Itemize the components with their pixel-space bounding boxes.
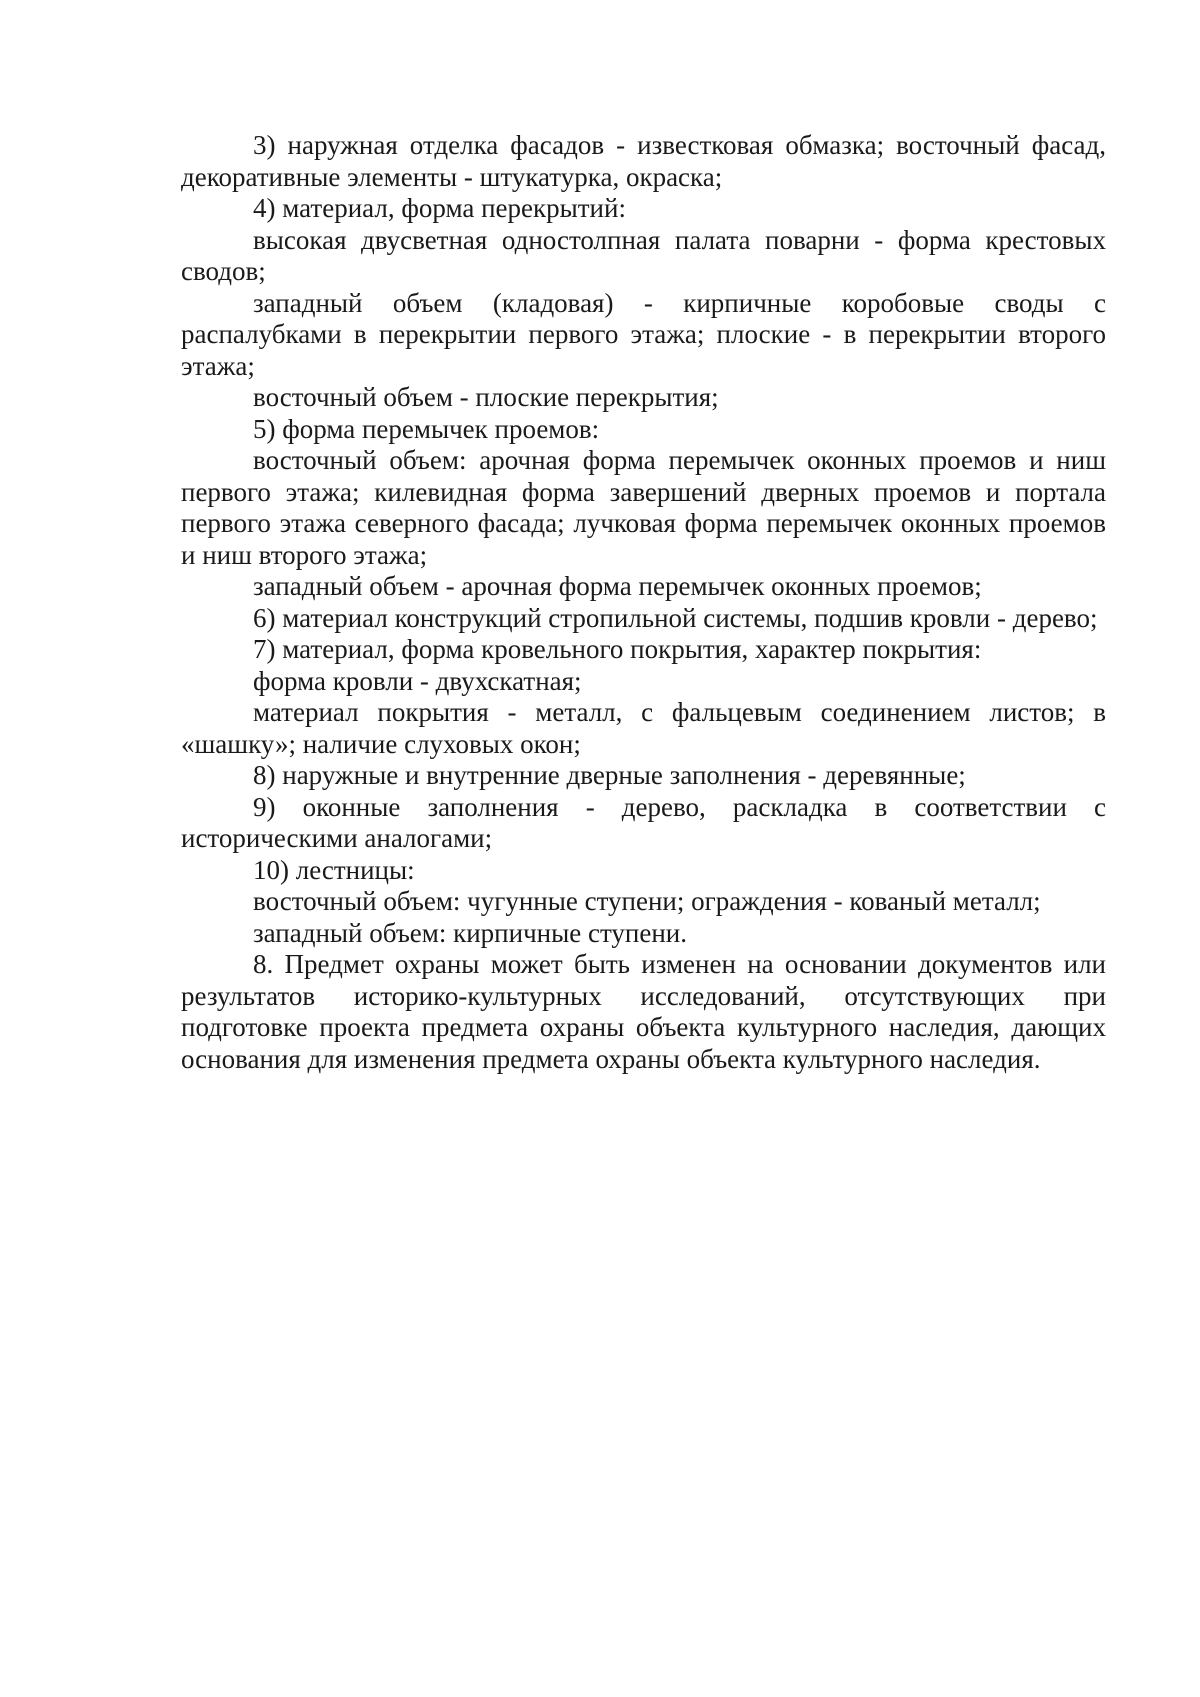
- paragraph-roof-shape: форма кровли - двухскатная;: [253, 665, 582, 696]
- paragraph-windows: 9) оконные заполнения - дерево, раскладка в соответствии с историческими аналогами;: [181, 791, 1106, 853]
- paragraph-west-volume-stairs: западный объем: кирпичные ступени.: [253, 917, 687, 948]
- paragraph-roof-material: материал покрытия - металл, с фальцевым соединением листов; в «шашку»; наличие слуховых окон;: [181, 697, 1106, 759]
- paragraph-floors-heading: 4) материал, форма перекрытий:: [253, 193, 626, 223]
- paragraph-east-volume-floors: восточный объем - плоские перекрытия;: [253, 382, 719, 412]
- paragraph-west-volume-lintels: западный объем - арочная форма перемычек оконных проемов;: [253, 571, 982, 601]
- paragraph-east-volume-lintels: восточный объем: арочная форма перемычек оконных проемов и ниш первого этажа; килевидная форма завершений дверных проемов и портала первого этажа северного фасада; лучковая форма перемычек оконных проемов и ниш второго этажа;: [181, 445, 1106, 570]
- paragraph-east-volume-stairs: восточный объем: чугунные ступени; ограждения - кованый металл;: [253, 886, 1041, 916]
- paragraph-exterior-finish: 3) наружная отделка фасадов - известковая обмазка; восточный фасад, декоративные элементы - штукатурка, окраска;: [181, 130, 1106, 192]
- paragraph-stairs-heading: 10) лестницы:: [253, 854, 415, 885]
- paragraph-rafter-system: 6) материал конструкций стропильной системы, подшив кровли - дерево;: [253, 602, 1098, 633]
- paragraph-doors: 8) наружные и внутренние дверные заполнения - деревянные;: [253, 760, 966, 790]
- paragraph-lintels-heading: 5) форма перемычек проемов:: [253, 413, 600, 444]
- paragraph-kitchen-vaults: высокая двусветная одностолпная палата поварни - форма крестовых сводов;: [181, 224, 1106, 286]
- document-body: [181, 130, 1106, 1075]
- paragraph-west-volume-vaults: западный объем (кладовая) - кирпичные коробовые своды с распалубками в перекрытии первого этажа; плоские - в перекрытии второго этажа;: [181, 287, 1106, 381]
- paragraph-roofing-heading: 7) материал, форма кровельного покрытия, характер покрытия:: [253, 634, 982, 664]
- paragraph-protection-subject-change: 8. Предмет охраны может быть изменен на основании документов или результатов историко-культурных исследований, отсутствующих при подготовке проекта предмета охраны объекта культурного наследия, дающих основания для изменения предмета охраны объекта культурного наследия.: [181, 949, 1106, 1074]
